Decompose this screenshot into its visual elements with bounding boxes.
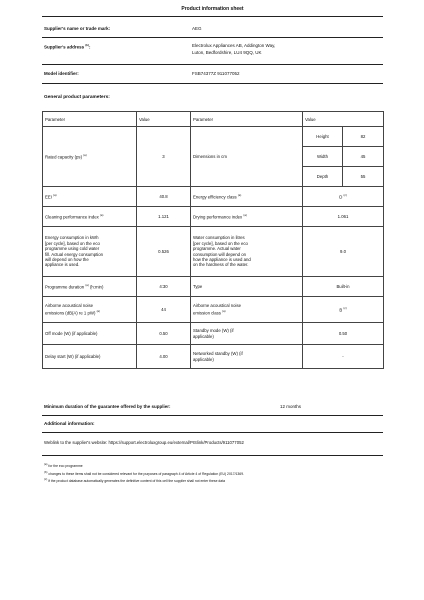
eei-value: 40.8 <box>137 187 191 207</box>
width-label: Width <box>303 147 343 167</box>
depth-label: Depth <box>303 167 343 187</box>
off-mode-label: Off mode (W) (if applicable) <box>43 323 137 345</box>
divider <box>42 64 383 65</box>
footnote: $^{(a)}$ for the eco programme <box>44 462 83 469</box>
noise-class-value: B $^{(c)}$ <box>303 297 384 323</box>
cleaning-label: Cleaning performance index $^{(a)}$ <box>43 207 137 227</box>
divider <box>42 16 383 17</box>
delay-start-value: 4.00 <box>137 345 191 369</box>
table-row <box>43 345 384 369</box>
networked-standby-label: Networked standby (W) (if applicable) <box>191 345 303 369</box>
standby-value: 0.50 <box>303 323 384 345</box>
networked-standby-value: - <box>303 345 384 369</box>
width-value: 45 <box>343 147 384 167</box>
airborne-noise-label: Airborne acoustical noise emissions (dB(A) re 1 pW) $^{(a)}$ <box>43 297 137 323</box>
table-header-row <box>43 112 384 127</box>
programme-duration-label: Programme duration $^{(a)}$ (h:min) <box>43 277 137 297</box>
footnote: $^{(b)}$ changes to these items shall not be considered relevant for the purposes of paragraph 4 of Article 4 of Regulation (EU) 2017/1369. <box>44 469 245 476</box>
footnotes <box>44 462 244 485</box>
standby-label: Standby mode (W) (if applicable) <box>191 323 303 345</box>
header-value: Value <box>303 112 384 127</box>
divider <box>42 415 383 416</box>
product-information-sheet <box>42 0 383 484</box>
supplier-address-label: Supplier's address $^{(b)}$: <box>44 43 91 50</box>
table-row <box>43 323 384 345</box>
energy-consumption-value: 0.526 <box>137 227 191 277</box>
cleaning-value: 1.121 <box>137 207 191 227</box>
warranty-label: Minimum duration of the guarantee offered by the supplier: <box>44 404 171 409</box>
water-consumption-value: 9.0 <box>303 227 384 277</box>
table-row <box>43 207 384 227</box>
model-value: FSB74377Z 911077052 <box>192 71 240 76</box>
header-parameter: Parameter <box>191 112 303 127</box>
off-mode-value: 0.50 <box>137 323 191 345</box>
supplier-name-label: Supplier's name or trade mark: <box>44 26 111 31</box>
dimensions-label: Dimensions in cm <box>191 127 303 187</box>
divider <box>42 83 383 84</box>
eei-label: EEI $^{(a)}$ <box>43 187 137 207</box>
supplier-address-value: Electrolux Appliances AB, Addington Way, Luton, Bedfordshire, LU4 9QQ, UK <box>192 43 276 55</box>
rated-capacity-label: Rated capacity (ps) $^{(a)}$ <box>43 127 137 187</box>
noise-class-label: Airborne acoustical noise emission class $^{(a)}$ <box>191 297 303 323</box>
page-title: Product information sheet <box>181 6 244 12</box>
additional-information-heading: Additional information: <box>44 421 95 426</box>
header-value: Value <box>137 112 191 127</box>
depth-value: 55 <box>343 167 384 187</box>
header-parameter: Parameter <box>43 112 137 127</box>
table-row <box>43 127 384 147</box>
airborne-noise-value: 44 <box>137 297 191 323</box>
type-label: Type <box>191 277 303 297</box>
supplier-name-value: AEG <box>192 26 202 31</box>
divider <box>42 455 383 456</box>
energy-consumption-label: Energy consumption in kWh [per cycle], based on the eco programme using cold water fill. Actual energy consumption will depend on how the appliance is used. <box>43 227 137 277</box>
programme-duration-value: 4:30 <box>137 277 191 297</box>
rated-capacity-value: 3 <box>137 127 191 187</box>
general-parameters-heading: General product parameters: <box>44 95 110 100</box>
table-row <box>43 227 384 277</box>
parameters-table <box>42 111 384 369</box>
table-row <box>43 277 384 297</box>
divider <box>42 432 383 433</box>
energy-class-label: Energy efficiency class $^{(a)}$ <box>191 187 303 207</box>
model-label: Model identifier: <box>44 71 79 76</box>
type-value: Built-in <box>303 277 384 297</box>
drying-label: Drying performance index $^{(a)}$ <box>191 207 303 227</box>
height-value: 82 <box>343 127 384 147</box>
table-row <box>43 187 384 207</box>
delay-start-label: Delay start (W) (if applicable) <box>43 345 137 369</box>
table-row <box>43 297 384 323</box>
divider <box>42 37 383 38</box>
height-label: Height <box>303 127 343 147</box>
drying-value: 1.061 <box>303 207 384 227</box>
footnote: $^{(c)}$ if the product database automatically generates the definitive content of this cell the supplier shall not enter these data <box>44 477 226 484</box>
supplier-weblink: Weblink to the supplier's website: https://support.electroluxgroup.eu/external/PISlink/Products/911077052 <box>44 440 244 445</box>
warranty-value: 12 months <box>280 404 302 409</box>
energy-class-value: D $^{(c)}$ <box>303 187 384 207</box>
water-consumption-label: Water consumption in litres [per cycle], based on the eco programme. Actual water consumption will depend on how the appliance is used and on the hardness of the water. <box>191 227 303 277</box>
warranty-row <box>42 400 383 414</box>
